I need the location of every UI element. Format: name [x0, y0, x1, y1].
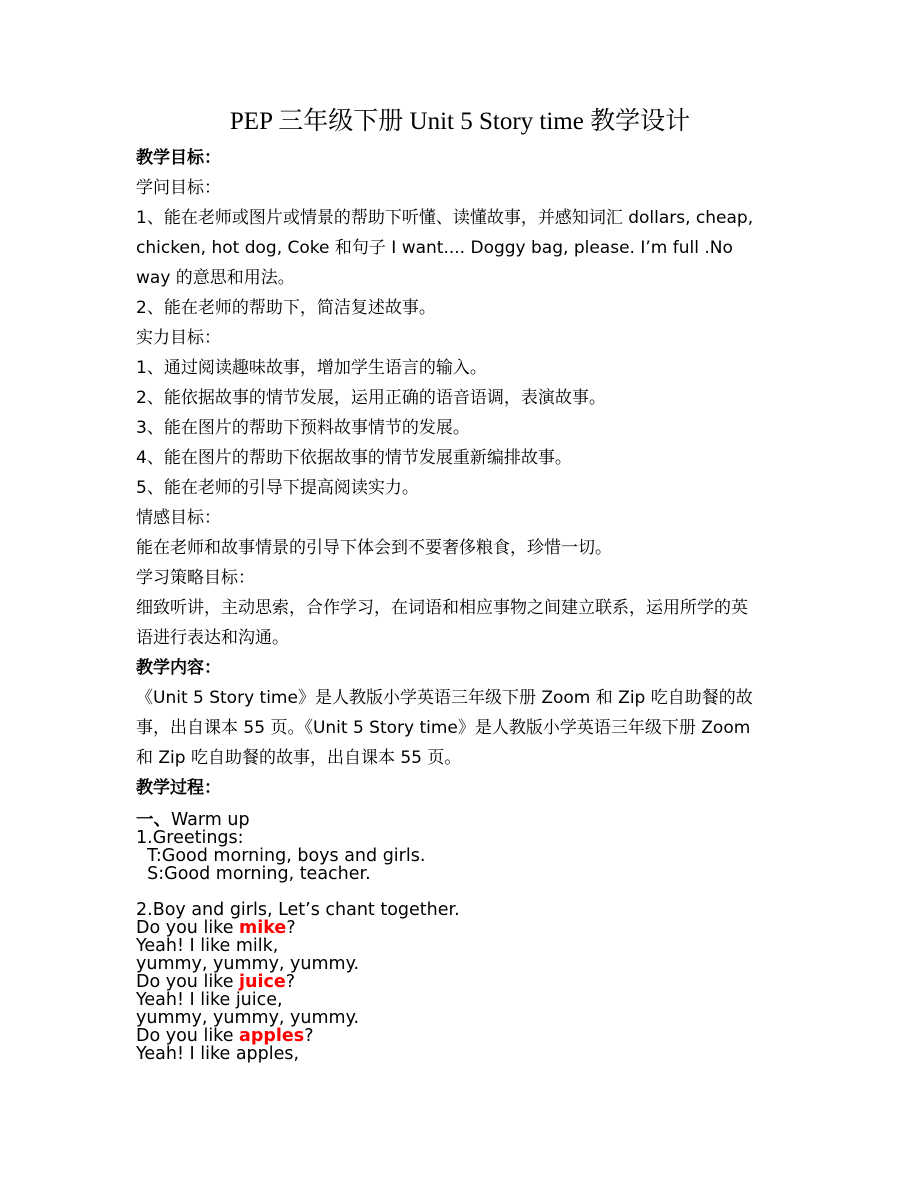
text-segment: ? — [285, 972, 296, 992]
text-segment: Warm up — [171, 810, 250, 830]
text-segment: T:Good morning, boys and girls. — [136, 846, 426, 866]
document-body — [136, 143, 796, 803]
warm-up-line — [136, 865, 796, 883]
text-segment: 一、 — [136, 810, 171, 830]
text-line: 1、能在老师或图片或情景的帮助下听懂、读懂故事，并感知词汇 dollars, cheap, — [136, 208, 754, 228]
text-segment: yummy, yummy, yummy. — [136, 954, 360, 974]
highlighted-word: mike — [239, 918, 287, 938]
warm-up-line — [136, 955, 796, 973]
warm-up-line — [136, 919, 796, 937]
section-heading: 教学过程： — [136, 778, 221, 798]
warm-up-line — [136, 847, 796, 865]
text-line: 3、能在图片的帮助下预料故事情节的发展。 — [136, 418, 470, 438]
text-segment: Yeah! I like juice, — [136, 990, 283, 1010]
text-line: 4、能在图片的帮助下依据故事的情节发展重新编排故事。 — [136, 448, 572, 468]
warm-up-line — [136, 1045, 796, 1063]
text-line: 5、能在老师的引导下提高阅读实力。 — [136, 478, 419, 498]
text-line: 细致听讲，主动思索，合作学习，在词语和相应事物之间建立联系，运用所学的英 — [136, 598, 748, 618]
highlighted-word: juice — [239, 972, 286, 992]
text-line: 和 Zip 吃自助餐的故事，出自课本 55 页。 — [136, 748, 462, 768]
section-heading: 教学内容： — [136, 658, 221, 678]
text-line: 2、能在老师的帮助下，简洁复述故事。 — [136, 298, 436, 318]
text-line: 事，出自课本 55 页。《Unit 5 Story time》是人教版小学英语三年级下册 Zoom — [136, 718, 751, 738]
text-segment: ? — [286, 918, 296, 938]
text-segment: yummy, yummy, yummy. — [136, 1008, 360, 1028]
warm-up-line — [136, 883, 796, 901]
highlighted-word: apples — [239, 1026, 305, 1046]
warm-up-section — [136, 811, 796, 1063]
warm-up-line — [136, 1009, 796, 1027]
text-segment: Do you like — [136, 918, 240, 938]
warm-up-line — [136, 1027, 796, 1045]
warm-up-line — [136, 973, 796, 991]
text-line: 学问目标： — [136, 178, 221, 198]
section-heading: 教学目标： — [136, 148, 221, 168]
warm-up-line — [136, 811, 796, 829]
text-segment: Yeah! I like apples, — [136, 1044, 300, 1064]
text-segment: Do you like — [136, 972, 240, 992]
text-segment: S:Good morning, teacher. — [136, 864, 371, 884]
text-line: 1、通过阅读趣味故事，增加学生语言的输入。 — [136, 358, 487, 378]
text-line: 能在老师和故事情景的引导下体会到不要奢侈粮食，珍惜一切。 — [136, 538, 612, 558]
text-line: 《Unit 5 Story time》是人教版小学英语三年级下册 Zoom 和 Zip 吃自助餐的故 — [136, 688, 753, 708]
document-title: PEP 三年级下册 Unit 5 Story time 教学设计 — [229, 108, 691, 135]
warm-up-line — [136, 901, 796, 919]
text-line: 情感目标： — [136, 508, 221, 528]
text-segment: Do you like — [136, 1026, 240, 1046]
text-line: 2、能依据故事的情节发展，运用正确的语音语调，表演故事。 — [136, 388, 606, 408]
text-line: 语进行表达和沟通。 — [136, 628, 289, 648]
text-segment: 2.Boy and girls, Let’s chant together. — [136, 900, 460, 920]
text-segment: 1.Greetings: — [136, 828, 244, 848]
warm-up-line — [136, 829, 796, 847]
warm-up-line — [136, 937, 796, 955]
text-segment: Yeah! I like milk, — [136, 936, 279, 956]
text-line: chicken, hot dog, Coke 和句子 I want.... Doggy bag, please. I’m full .No — [136, 238, 733, 258]
text-line: 实力目标： — [136, 328, 221, 348]
text-line: 学习策略目标： — [136, 568, 255, 588]
text-line: way 的意思和用法。 — [136, 268, 295, 288]
warm-up-line — [136, 991, 796, 1009]
text-segment: ? — [304, 1026, 314, 1046]
